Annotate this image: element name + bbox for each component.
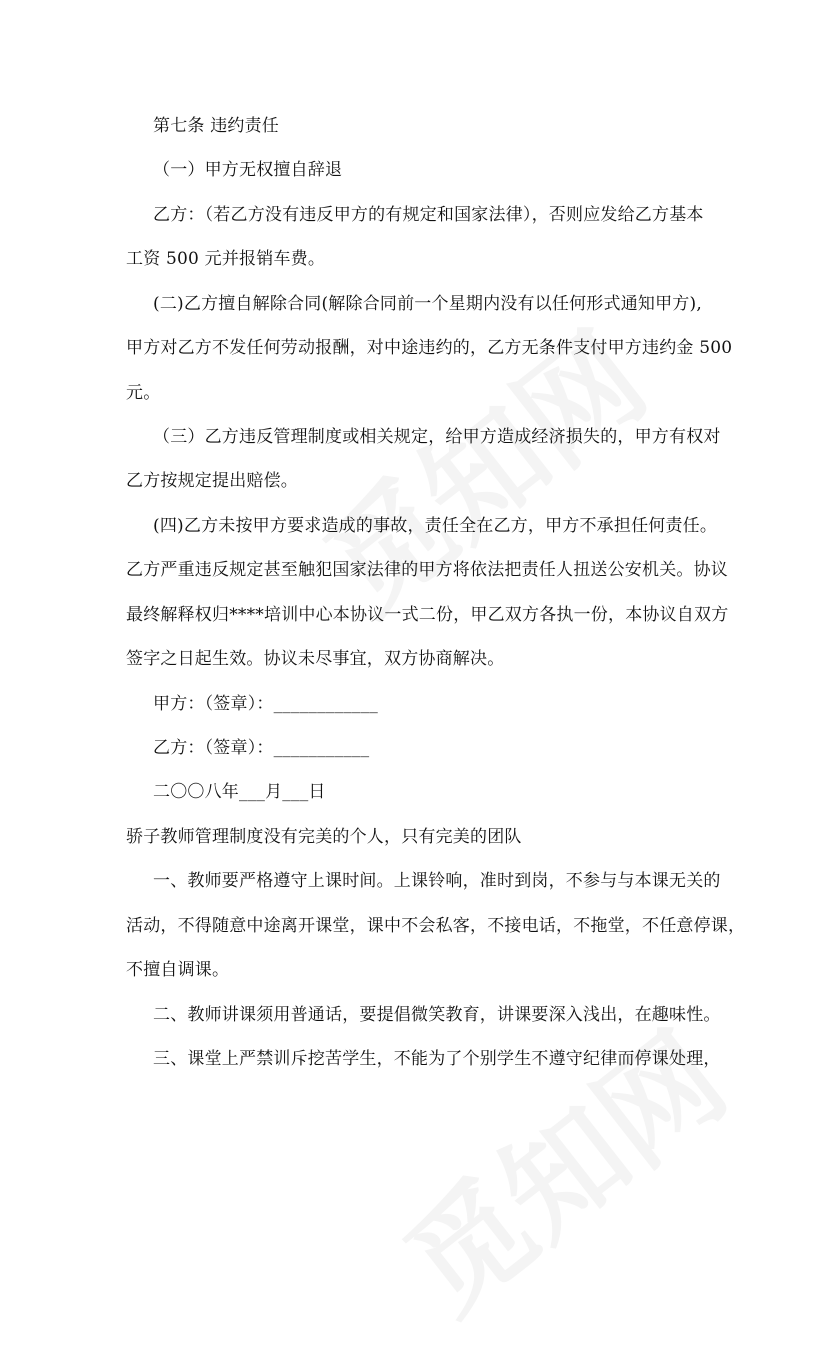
- clause-4-text: 乙方严重违反规定甚至触犯国家法律的甲方将依法把责任人扭送公安机关。协议: [126, 560, 728, 580]
- clause-4-text: (四)乙方未按甲方要求造成的事故，责任全在乙方，甲方不承担任何责任。: [153, 516, 718, 536]
- section-title: 骄子教师管理制度没有完美的个人，只有完美的团队: [126, 827, 522, 847]
- clause-4-text: 最终解释权归****培训中心本协议一式二份，甲乙双方各执一份，本协议自双方: [126, 605, 729, 625]
- clause-3-text: （三）乙方违反管理制度或相关规定，给甲方造成经济损失的，甲方有权对: [153, 427, 721, 447]
- rule-3-text: 三、课堂上严禁训斥挖苦学生，不能为了个别学生不遵守纪律而停课处理，: [153, 1049, 721, 1069]
- clause-1-title: （一）甲方无权擅自辞退: [153, 160, 343, 180]
- rule-1-text: 一、教师要严格遵守上课时间。上课铃响，准时到岗，不参与与本课无关的: [153, 871, 721, 891]
- party-b-signature: 乙方：（签章）：___________: [153, 738, 370, 758]
- clause-2-text: (二)乙方擅自解除合同(解除合同前一个星期内没有以任何形式通知甲方),: [153, 294, 702, 314]
- clause-3-text: 乙方按规定提出赔偿。: [126, 471, 298, 491]
- clause-4-text: 签字之日起生效。协议未尽事宜，双方协商解决。: [126, 649, 505, 669]
- rule-1-text: 活动，不得随意中途离开课堂，课中不会私客，不接电话，不拖堂，不任意停课，: [126, 916, 746, 936]
- clause-1-text: 乙方：（若乙方没有违反甲方的有规定和国家法律），否则应发给乙方基本: [153, 205, 704, 225]
- clause-2-text: 元。: [126, 383, 161, 403]
- watermark: [365, 987, 755, 1344]
- clause-2-text: 甲方对乙方不发任何劳动报酬，对中途违约的，乙方无条件支付甲方违约金 500: [126, 338, 733, 358]
- date-line: 二〇〇八年___月___日: [153, 782, 326, 802]
- party-a-signature: 甲方：（签章）：____________: [153, 694, 378, 714]
- rule-1-text: 不擅自调课。: [126, 960, 230, 980]
- article-heading: 第七条 违约责任: [153, 116, 280, 136]
- rule-2-text: 二、教师讲课须用普通话，要提倡微笑教育，讲课要深入浅出，在趣味性。: [153, 1005, 721, 1025]
- clause-1-text: 工资 500 元并报销车费。: [126, 249, 326, 269]
